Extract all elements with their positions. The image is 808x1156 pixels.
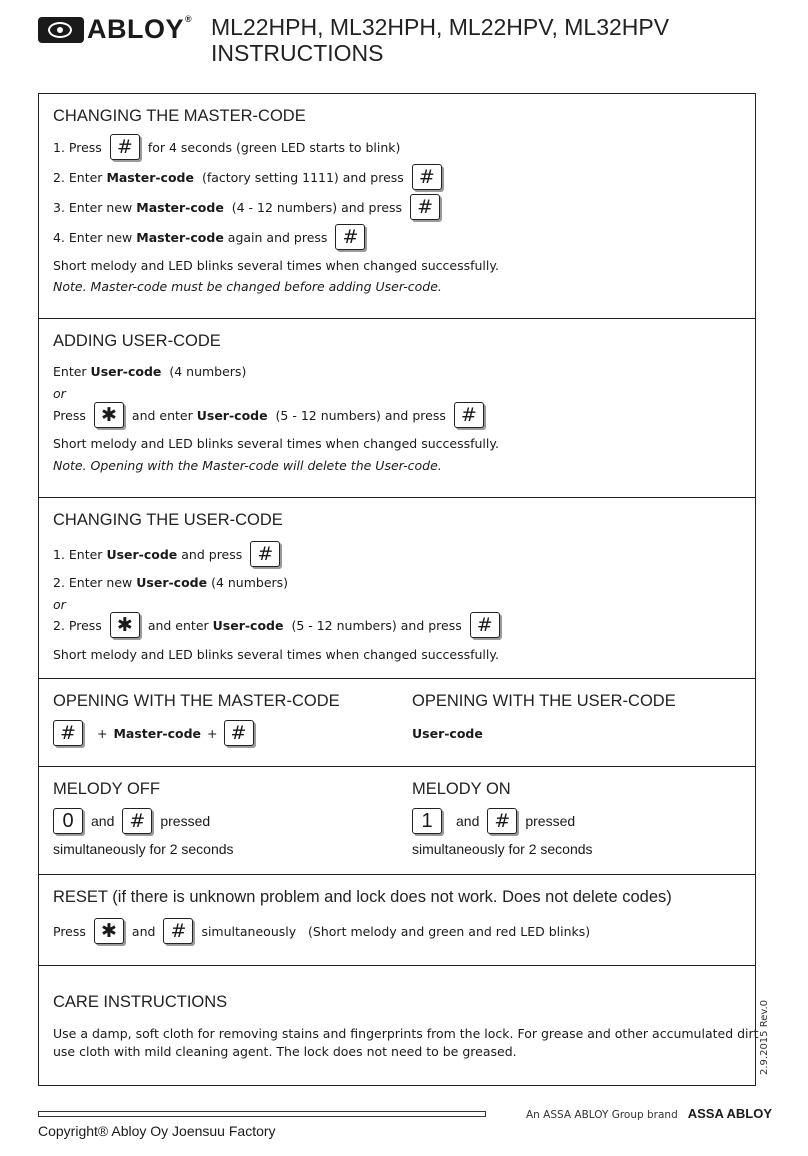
step-2-alt: 2. Press ✱ and enter User-code (5 - 12 numbers) and press # xyxy=(53,612,508,638)
section-title: CHANGING THE MASTER-CODE xyxy=(53,107,306,125)
step-1: 1. Enter User-code and press # xyxy=(53,541,288,567)
melody-on-title: MELODY ON xyxy=(412,780,511,798)
footer-bar xyxy=(38,1111,486,1117)
melody-text: Short melody and LED blinks several times when changed successfully. xyxy=(53,647,499,662)
hash-key-icon: # xyxy=(110,134,140,160)
step-4: 4. Enter new Master-code again and press # xyxy=(53,224,373,250)
note-text: Note. Master-code must be changed before adding User-code. xyxy=(53,279,442,294)
section-changing-master-code xyxy=(39,94,755,319)
zero-key-icon: 0 xyxy=(53,808,83,834)
step-1: 1. Press # for 4 seconds (green LED starts to blink) xyxy=(53,134,400,160)
section-opening xyxy=(39,678,755,767)
hash-key-icon: # xyxy=(224,720,254,746)
hash-key-icon: # xyxy=(487,808,517,834)
section-adding-user-code xyxy=(39,318,755,498)
melody-text: Short melody and LED blinks several times when changed successfully. xyxy=(53,436,499,451)
star-key-icon: ✱ xyxy=(94,402,124,428)
or-text: or xyxy=(53,386,66,401)
hash-key-icon: # xyxy=(163,918,193,944)
section-title: RESET (if there is unknown problem and lock does not work. Does not delete codes) xyxy=(53,888,672,906)
opening-user-combo: User-code xyxy=(412,726,483,741)
brand-line: An ASSA ABLOY Group brand ASSA ABLOY xyxy=(526,1106,773,1121)
brand-name: ABLOY® xyxy=(87,14,193,44)
care-line-1: Use a damp, soft cloth for removing stains and fingerprints from the lock. For grease and other accumulated dirt xyxy=(53,1026,759,1041)
star-key-icon: ✱ xyxy=(94,918,124,944)
step-2: 2. Enter new User-code (4 numbers) xyxy=(53,575,289,590)
care-line-2: use cloth with mild cleaning agent. The lock does not need to be greased. xyxy=(53,1044,517,1059)
star-key-icon: ✱ xyxy=(110,612,140,638)
section-reset xyxy=(39,874,755,966)
adding-line-1: Enter User-code (4 numbers) xyxy=(53,364,247,379)
melody-on-simultaneous: simultaneously for 2 seconds xyxy=(412,841,593,857)
or-text: or xyxy=(53,597,66,612)
assa-abloy-logo: ASSA ABLOY xyxy=(687,1106,773,1121)
hash-key-icon: # xyxy=(53,720,83,746)
section-changing-user-code xyxy=(39,497,755,679)
revision-stamp: 2.9.2015 Rev.0 xyxy=(759,999,770,1075)
document-title: ML22HPH, ML32HPH, ML22HPV, ML32HPV INSTRUCTIONS xyxy=(211,14,670,66)
adding-line-2: Press ✱ and enter User-code (5 - 12 numbers) and press # xyxy=(53,402,492,428)
instructions-frame xyxy=(38,93,759,1086)
note-text: Note. Opening with the Master-code will delete the User-code. xyxy=(53,458,442,473)
opening-user-title: OPENING WITH THE USER-CODE xyxy=(412,692,676,710)
hash-key-icon: # xyxy=(410,194,440,220)
abloy-key-icon xyxy=(38,17,84,43)
one-key-icon: 1 xyxy=(412,808,442,834)
reset-combo: Press ✱ and # simultaneously (Short melody and green and red LED blinks) xyxy=(53,918,590,944)
melody-on-combo: 1 and # pressed xyxy=(412,808,575,834)
melody-off-combo: 0 and # pressed xyxy=(53,808,210,834)
section-title: CHANGING THE USER-CODE xyxy=(53,511,283,529)
hash-key-icon: # xyxy=(412,164,442,190)
section-title: ADDING USER-CODE xyxy=(53,332,221,350)
section-title: CARE INSTRUCTIONS xyxy=(53,993,228,1011)
hash-key-icon: # xyxy=(122,808,152,834)
melody-text: Short melody and LED blinks several times when changed successfully. xyxy=(53,258,499,273)
step-3: 3. Enter new Master-code (4 - 12 numbers) and press # xyxy=(53,194,448,220)
hash-key-icon: # xyxy=(335,224,365,250)
copyright: Copyright® Abloy Oy Joensuu Factory xyxy=(38,1123,276,1139)
section-care xyxy=(39,965,759,1085)
hash-key-icon: # xyxy=(470,612,500,638)
opening-master-title: OPENING WITH THE MASTER-CODE xyxy=(53,692,340,710)
opening-master-combo: # + Master-code + # xyxy=(53,720,262,746)
melody-off-simultaneous: simultaneously for 2 seconds xyxy=(53,841,234,857)
hash-key-icon: # xyxy=(250,541,280,567)
abloy-logo xyxy=(38,14,192,45)
step-2: 2. Enter Master-code (factory setting 1111) and press # xyxy=(53,164,450,190)
section-melody xyxy=(39,766,755,875)
melody-off-title: MELODY OFF xyxy=(53,780,160,798)
hash-key-icon: # xyxy=(454,402,484,428)
